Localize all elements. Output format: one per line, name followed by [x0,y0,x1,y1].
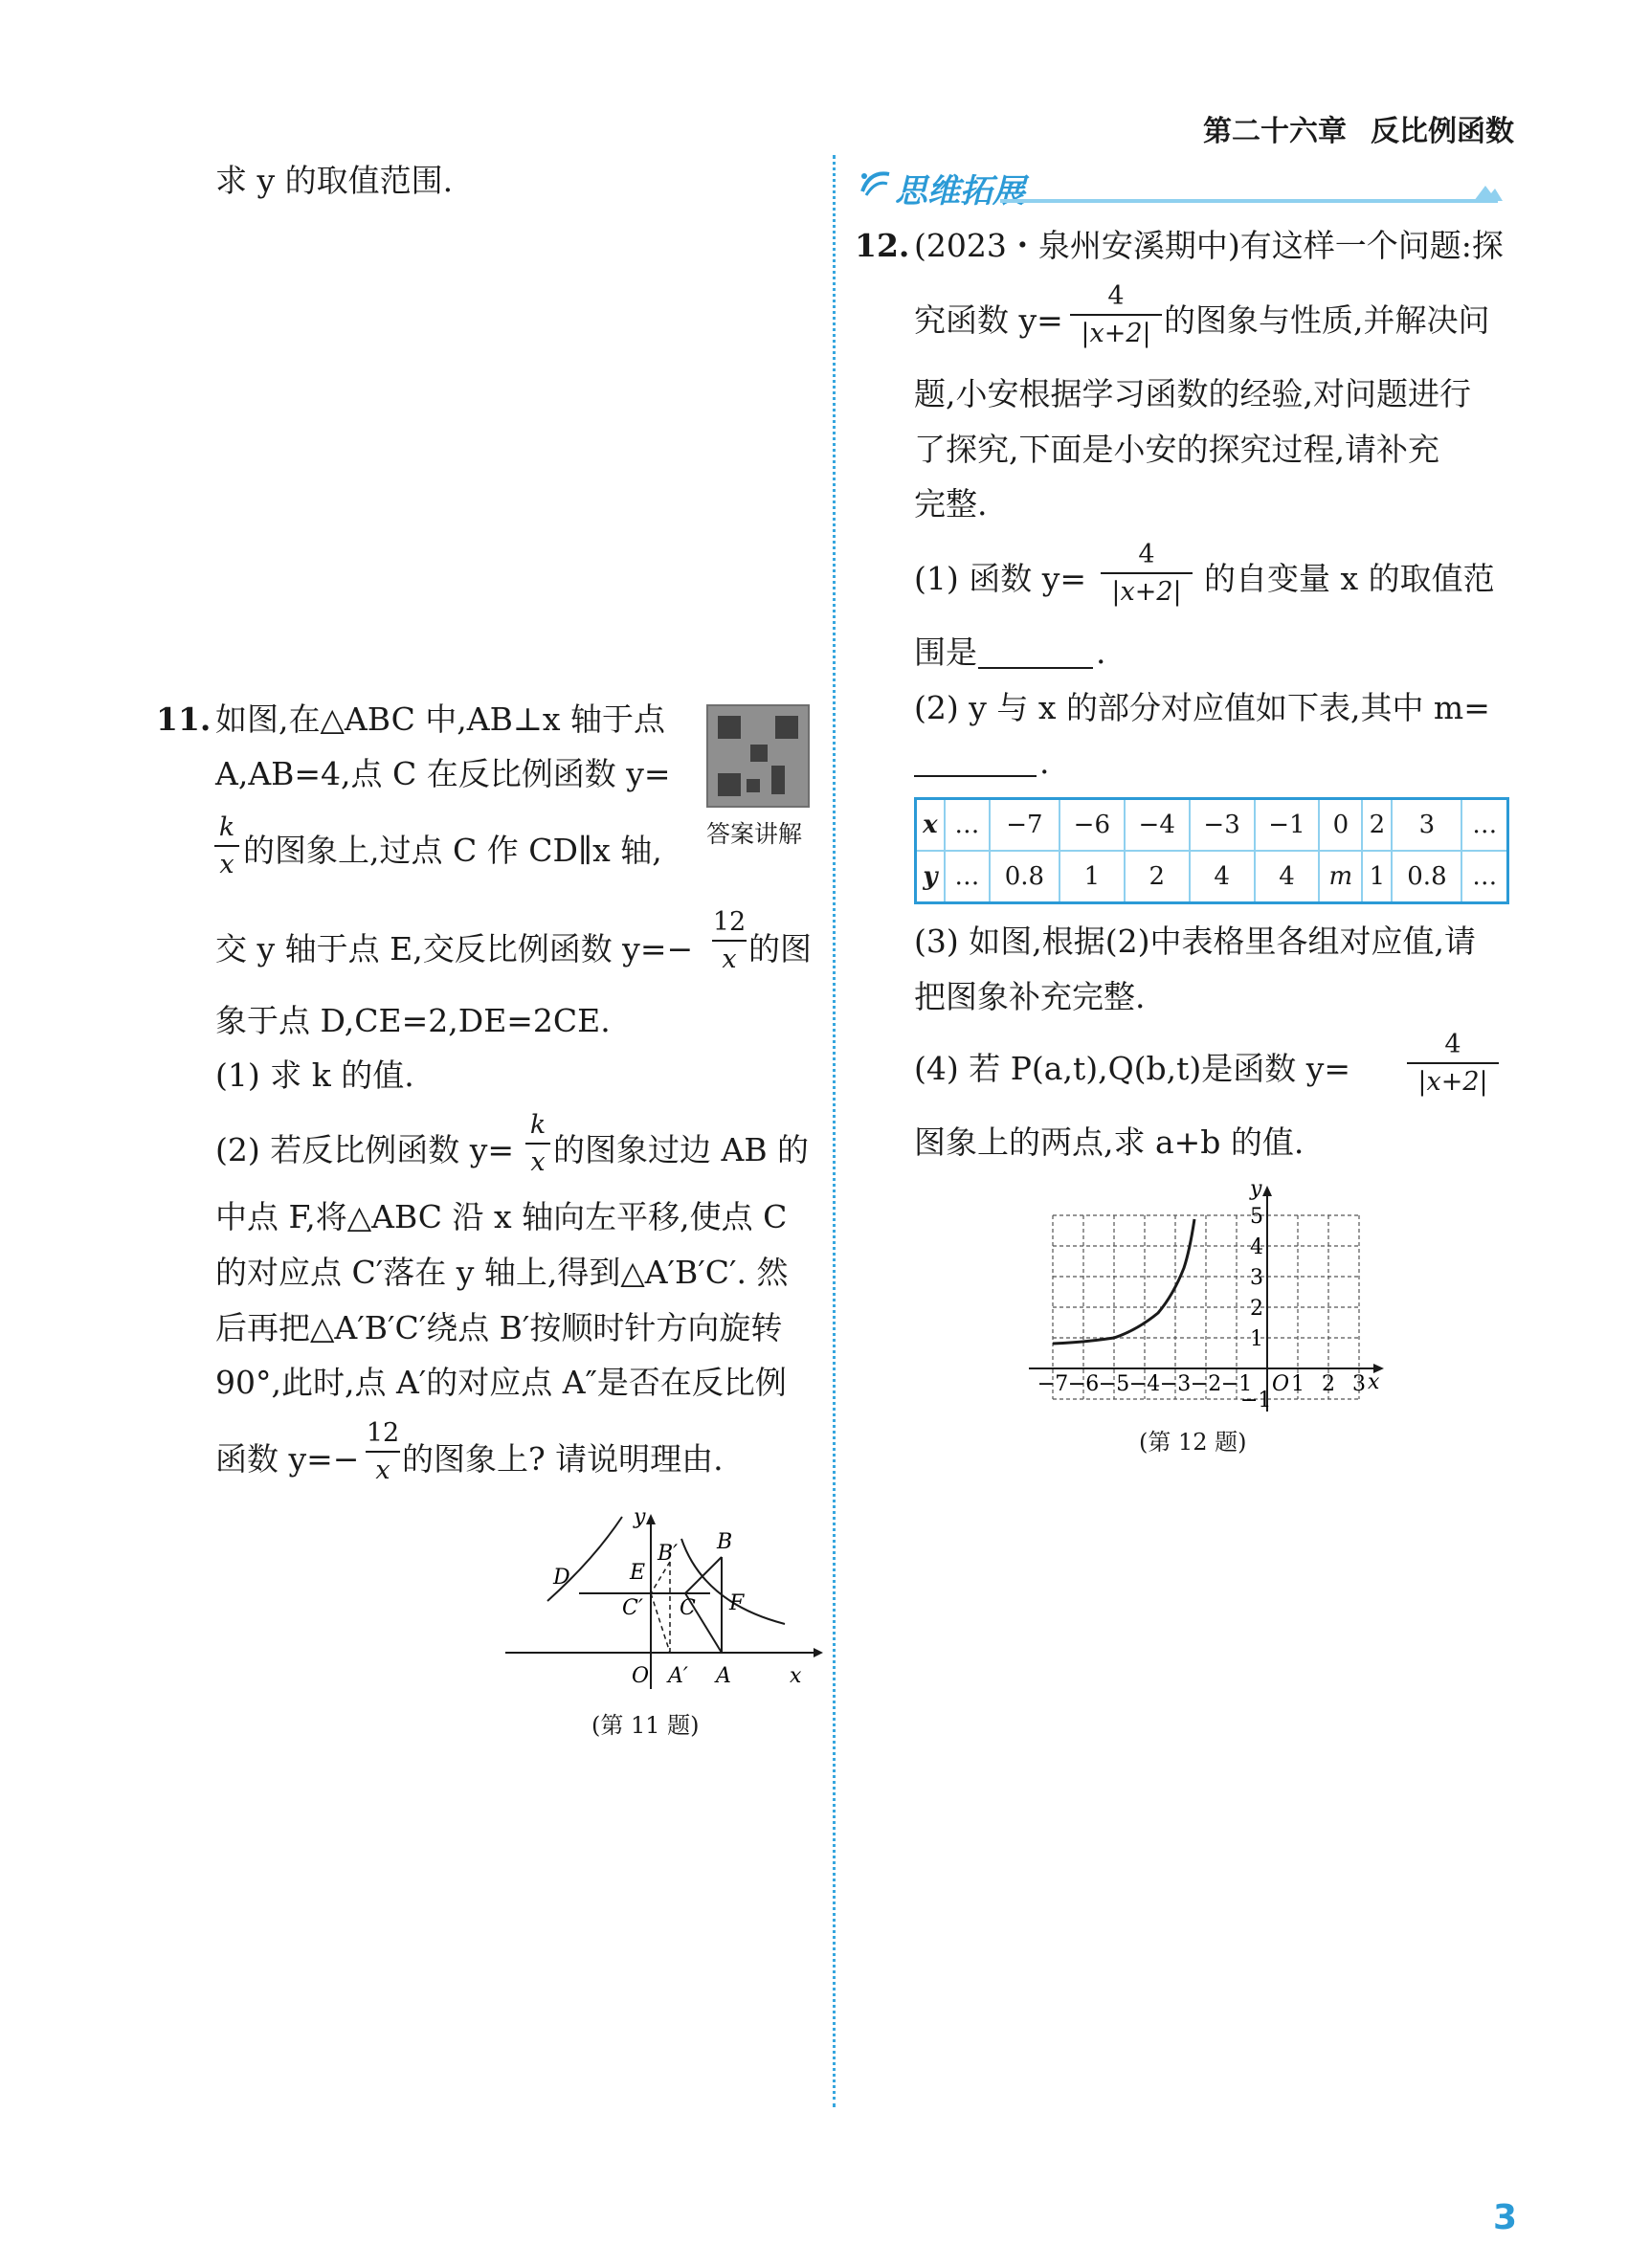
q12-value-table [914,797,1509,904]
q12-line-5: 完整. [914,485,988,523]
fig11-label-x: x [790,1664,802,1688]
fraction-numerator: 12 [712,907,747,937]
q12-part-1a: (1) 函数 y= [914,560,1087,597]
fig11-label-a-prime: A′ [668,1664,688,1688]
figure-11 [498,1502,828,1694]
table-cell: 0.8 [990,851,1059,903]
y-tick-label: 2 [1250,1297,1263,1321]
q12-line-3: 题,小安根据学习函数的经验,对问题进行 [914,375,1471,412]
q11-line-5: 象于点 D,CE=2,DE=2CE. [215,1002,611,1039]
fraction-numerator: 12 [366,1418,400,1448]
x-tick-label: 3 [1352,1372,1366,1396]
fig11-label-a: A [716,1664,731,1688]
fig11-label-d: D [553,1566,570,1590]
page-number: 3 [1493,2198,1518,2237]
fig11-label-c: C [680,1596,696,1620]
fig11-label-b: B [717,1530,733,1554]
table-cell: … [1461,799,1507,852]
q12-part-1b: 的自变量 x 的取值范 [1204,560,1495,597]
column-divider [833,155,836,2107]
fraction-denominator: x [219,850,234,879]
fig11-label-e: E [630,1561,646,1585]
table-cell: 0.8 [1392,851,1461,903]
section-banner-title: 思维拓展 [895,172,1025,211]
q11-number: 11. [156,700,212,738]
fig12-label-y: y [1250,1177,1262,1201]
fig11-label-f: F [729,1591,745,1615]
fraction-denominator: |x+2| [1081,319,1151,348]
fraction-numerator: 4 [1138,540,1155,569]
fraction-denominator: |x+2| [1417,1067,1488,1097]
q12-part4-fraction [1407,1032,1499,1095]
table-cell: … [945,799,990,852]
q11-part-1: (1) 求 k 的值. [215,1056,414,1094]
q12-part-3b: 把图象补充完整. [914,978,1146,1015]
q11-fraction-k-over-x-2 [525,1112,550,1175]
q11-part-2b: 的图象过边 AB 的 [553,1131,810,1168]
q12-source-line: (2023・泉州安溪期中)有这样一个问题:探 [914,227,1504,264]
fraction-numerator: k [529,1110,546,1140]
fraction-denominator: x [530,1147,546,1177]
section-banner-line [1000,199,1498,203]
fig11-label-c-prime: C′ [622,1596,643,1620]
table-cell: −3 [1190,799,1255,852]
fraction-denominator: x [375,1456,390,1485]
q12-part-2a: (2) y 与 x 的部分对应值如下表,其中 m= [914,689,1490,726]
q12-part-1d: . [1096,634,1106,671]
chapter-label: 第二十六章 [1203,115,1347,148]
banner-swirl-icon [857,163,895,201]
table-cell: … [945,851,990,903]
y-tick-label: −1 [1240,1389,1272,1412]
q11-fraction-k-over-x [214,814,239,878]
fig11-label-y: y [634,1505,646,1529]
table-cell: 3 [1392,799,1461,852]
q11-line-4a: 交 y 轴于点 E,交反比例函数 y=− [215,930,694,967]
table-cell: 2 [1125,851,1190,903]
q11-line-6: 中点 F,将△ABC 沿 x 轴向左平移,使点 C [215,1198,788,1235]
q11-line-7: 的对应点 C′落在 y 轴上,得到△A′B′C′. 然 [215,1254,789,1291]
fig11-label-o: O [632,1664,650,1688]
table-cell: −4 [1125,799,1190,852]
q11-fraction-12-over-x-2 [366,1420,400,1483]
x-tick-label: −1 [1220,1372,1253,1396]
q12-part-1c: 围是 [914,634,977,671]
x-tick-label: −5 [1098,1372,1130,1396]
table-cell: … [1461,851,1507,903]
q12-part2-answer-blank[interactable] [914,775,1037,777]
table-cell: m [1319,851,1362,903]
y-tick-label: 5 [1250,1205,1263,1229]
table-cell: 4 [1255,851,1320,903]
q11-line-10a: 函数 y=− [215,1440,360,1478]
x-tick-label: −4 [1128,1372,1161,1396]
q12-number: 12. [855,227,910,264]
figure-12-caption: (第 12 题) [1139,1429,1247,1456]
q10-tail-line: 求 y 的取值范围. [215,162,454,199]
table-cell: y [916,851,945,903]
q11-line-1: 如图,在△ABC 中,AB⊥x 轴于点 [215,700,666,738]
q11-line-10b: 的图象上? 请说明理由. [402,1440,724,1478]
table-cell: 4 [1190,851,1255,903]
x-tick-label: 1 [1291,1372,1305,1396]
q11-line-8: 后再把△A′B′C′绕点 B′按顺时针方向旋转 [215,1309,783,1346]
q12-part-4b: 图象上的两点,求 a+b 的值. [914,1123,1305,1161]
q12-line-4: 了探究,下面是小安的探究过程,请补充 [914,431,1439,468]
q11-fraction-12-over-x [712,909,747,972]
q11-part-2a: (2) 若反比例函数 y= [215,1131,515,1168]
table-cell: −7 [990,799,1059,852]
x-tick-label: −3 [1159,1372,1192,1396]
table-cell: 2 [1362,799,1392,852]
q12-part1-answer-blank[interactable] [978,667,1093,669]
table-row-x [916,799,1508,852]
chapter-title: 反比例函数 [1371,115,1514,148]
fig12-label-x: x [1368,1370,1380,1394]
fraction-numerator: 4 [1444,1030,1461,1059]
table-cell: 1 [1362,851,1392,903]
q11-line-9: 90°,此时,点 A′的对应点 A″是否在反比例 [215,1364,787,1401]
x-tick-label: −2 [1190,1372,1222,1396]
q12-fraction [1070,283,1162,346]
table-cell: −6 [1059,799,1125,852]
figure-11-caption: (第 11 题) [591,1712,700,1739]
qr-code[interactable] [706,704,810,808]
table-cell: x [916,799,945,852]
fraction-numerator: 4 [1107,281,1125,311]
q12-line-2a: 究函数 y= [914,301,1063,339]
x-tick-label: −6 [1067,1372,1100,1396]
banner-mountain-icon [1474,180,1503,203]
table-cell: 1 [1059,851,1125,903]
fraction-numerator: k [218,812,235,842]
q12-part-3a: (3) 如图,根据(2)中表格里各组对应值,请 [914,923,1476,960]
table-row-y [916,851,1508,903]
x-tick-label: −7 [1037,1372,1069,1396]
fig12-label-o: O [1272,1372,1290,1396]
q12-part1-fraction [1101,542,1193,605]
y-tick-label: 3 [1250,1266,1263,1290]
table-cell: 0 [1319,799,1362,852]
q11-line-2: A,AB=4,点 C 在反比例函数 y= [215,755,671,792]
q11-line-3: 的图象上,过点 C 作 CD∥x 轴, [243,832,662,869]
fraction-denominator: |x+2| [1111,577,1182,607]
y-tick-label: 1 [1250,1327,1263,1351]
fig11-label-b-prime: B′ [658,1542,679,1566]
q12-part-2b: . [1039,744,1050,781]
qr-caption: 答案讲解 [706,820,803,848]
y-tick-label: 4 [1250,1235,1263,1259]
q11-line-4b: 的图 [748,930,812,967]
fraction-denominator: x [722,945,737,974]
x-tick-label: 2 [1322,1372,1335,1396]
q12-line-2b: 的图象与性质,并解决问 [1164,301,1490,339]
q12-part-4a: (4) 若 P(a,t),Q(b,t)是函数 y= [914,1050,1351,1087]
table-cell: −1 [1255,799,1320,852]
figure-12 [1024,1172,1388,1416]
